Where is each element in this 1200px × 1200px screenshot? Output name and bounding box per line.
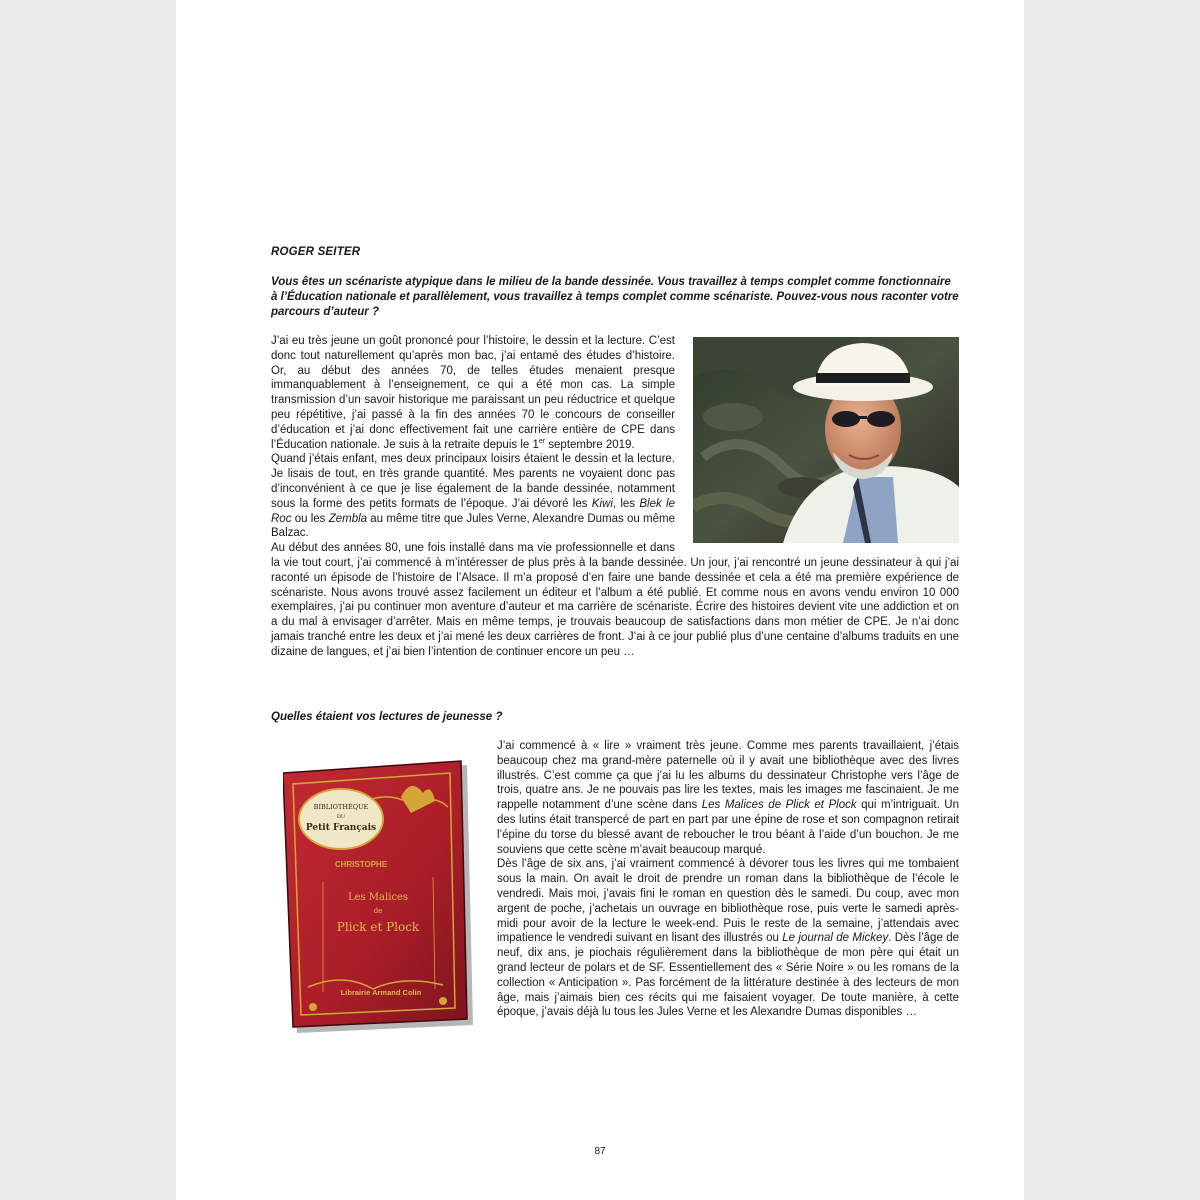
question-1: Vous êtes un scénariste atypique dans le milieu de la bande dessinée. Vous travaillez à temps complet comme fonctionnaire à l’Éducation nationale et parallèlement, vous travaillez à temps complet comme scénariste. Pouvez-vous nous raconter votre parcours d’auteur ?	[271, 276, 959, 318]
answer-1	[271, 334, 959, 660]
author-photo	[693, 337, 959, 543]
book-author: CHRISTOPHE	[334, 860, 388, 869]
answer-2-paragraph-1: J’ai commencé à « lire » vraiment très jeune. Comme mes parents travaillaient, j’étais beaucoup chez ma grand-mère paternelle où il y avait une bibliothèque avec des livres illustrés. C’est comme ça que j’ai lu les albums du dessinateur Christophe vers l’âge de trois, quatre ans. Je ne pouvais pas lire les textes, mais les images me fascinaient. Je me rappelle notamment d’une scène dans Les Malices de Plick et Plock qui m’intriguait. Un des lutins était transpercé de part en part par une épine de rose et son compagnon retirait l’épine du torse du blessé avant de reboucher le trou béant à l’aide d’un bouchon. Je me souviens que cette scène m’avait beaucoup marqué.	[497, 740, 959, 856]
question-2: Quelles étaient vos lectures de jeunesse ?	[271, 711, 503, 723]
book-publisher: Librairie Armand Colin	[340, 988, 422, 997]
answer-1-paragraph-2: Quand j’étais enfant, mes deux principaux loisirs étaient le dessin et la lecture. Je lisais de tout, en très grande quantité. Mes parents ne voyaient donc pas d’inconvénient à ce que je lise également de la bande dessinée, notamment sous la forme des petits formats de l’époque. J’ai dévoré les Kiwi, les Blek le Roc ou les Zembla au même titre que Jules Verne, Alexandre Dumas ou même Balzac.	[271, 453, 676, 540]
book-series-line3: Petit Français	[305, 823, 377, 833]
book-cover-image	[283, 757, 481, 1045]
book-series-line1: BIBLIOTHÈQUE	[313, 803, 369, 811]
book-title-line2: de	[373, 907, 383, 915]
answer-1-paragraph-1: J’ai eu très jeune un goût prononcé pour l’histoire, le dessin et la lecture. C’est donc tout naturellement qu’après mon bac, j’ai entamé des études d’histoire. Or, au début des années 70, de telles études menaient presque immanquablement à l’enseignement, ce qui a été mon cas. La simple transmission d’un savoir historique me paraissant un peu réductrice et quelque peu répétitive, j’ai passé à la fin des années 70 le concours de conseiller d’éducation et j’ai donc effectivement fait une carrière entière de CPE dans l’Éducation nationale. Je suis à la retraite depuis le 1er septembre 2019.	[271, 335, 675, 451]
answer-2	[271, 739, 959, 1051]
document-page	[176, 0, 1024, 1200]
page-number: 87	[594, 1146, 606, 1157]
book-title-line3: Plick et Plock	[336, 920, 420, 934]
author-heading: ROGER SEITER	[271, 246, 361, 258]
answer-2-paragraph-2: Dès l’âge de six ans, j’ai vraiment commencé à dévorer tous les livres qui me tombaient sous la main. On avait le droit de prendre un roman dans la bibliothèque de l’école le vendredi. Mais moi, j’avais fini le roman en question dès le samedi. Du coup, avec mon argent de poche, j’achetais un ouvrage en bibliothèque rose, puis verte le samedi après-midi pour avoir de la lecture le week-end. Puis le reste de la semaine, j’attendais avec impatience le vendredi suivant en lisant des illustrés ou Le journal de Mickey. Dès l’âge de neuf, dix ans, je piochais régulièrement dans la bibliothèque de mon père qui était un grand lecteur de polars et de SF. Essentiellement des « Série Noire » ou les romans de la collection « Anticipation ». Pas forcément de la littérature destinée à des lecteurs de mon âge, mais j’aimais bien ces récits qui me faisaient voyager. De toute manière, à cette époque, j’avais déjà lu tous les Jules Verne et les Alexandre Dumas disponibles …	[497, 858, 959, 1019]
answer-1-paragraph-3: Au début des années 80, une fois installé dans ma vie professionnelle et dans la vie tout court, j’ai commencé à m’intéresser de plus près à la bande dessinée. Un jour, j’ai rencontré un jeune dessinateur à qui j’ai raconté un épisode de l’histoire de l’Alsace. Il m’a proposé d’en faire une bande dessinée et cela a été ma première expérience de scénariste. Nous avons trouvé assez facilement un éditeur et l’album a été publié. Et comme nous en avons vendu environ 10 000 exemplaires, j’ai pu continuer mon aventure d’auteur et ma carrière de scénariste. Écrire des histoires devient vite une addiction et on a du mal à envisager d’arrêter. Mais en même temps, je trouvais beaucoup de satisfactions dans mon métier de CPE. Je n’ai donc jamais tranché entre les deux et j’ai mené les deux carrières de front. J’ai à ce jour publié plus d’une centaine d’albums traduits en une dizaine de langues, et j’ai bien l’intention de continuer encore un peu …	[271, 542, 959, 658]
book-series-line2: DU	[336, 814, 346, 820]
book-title-line1: Les Malices	[347, 892, 409, 903]
